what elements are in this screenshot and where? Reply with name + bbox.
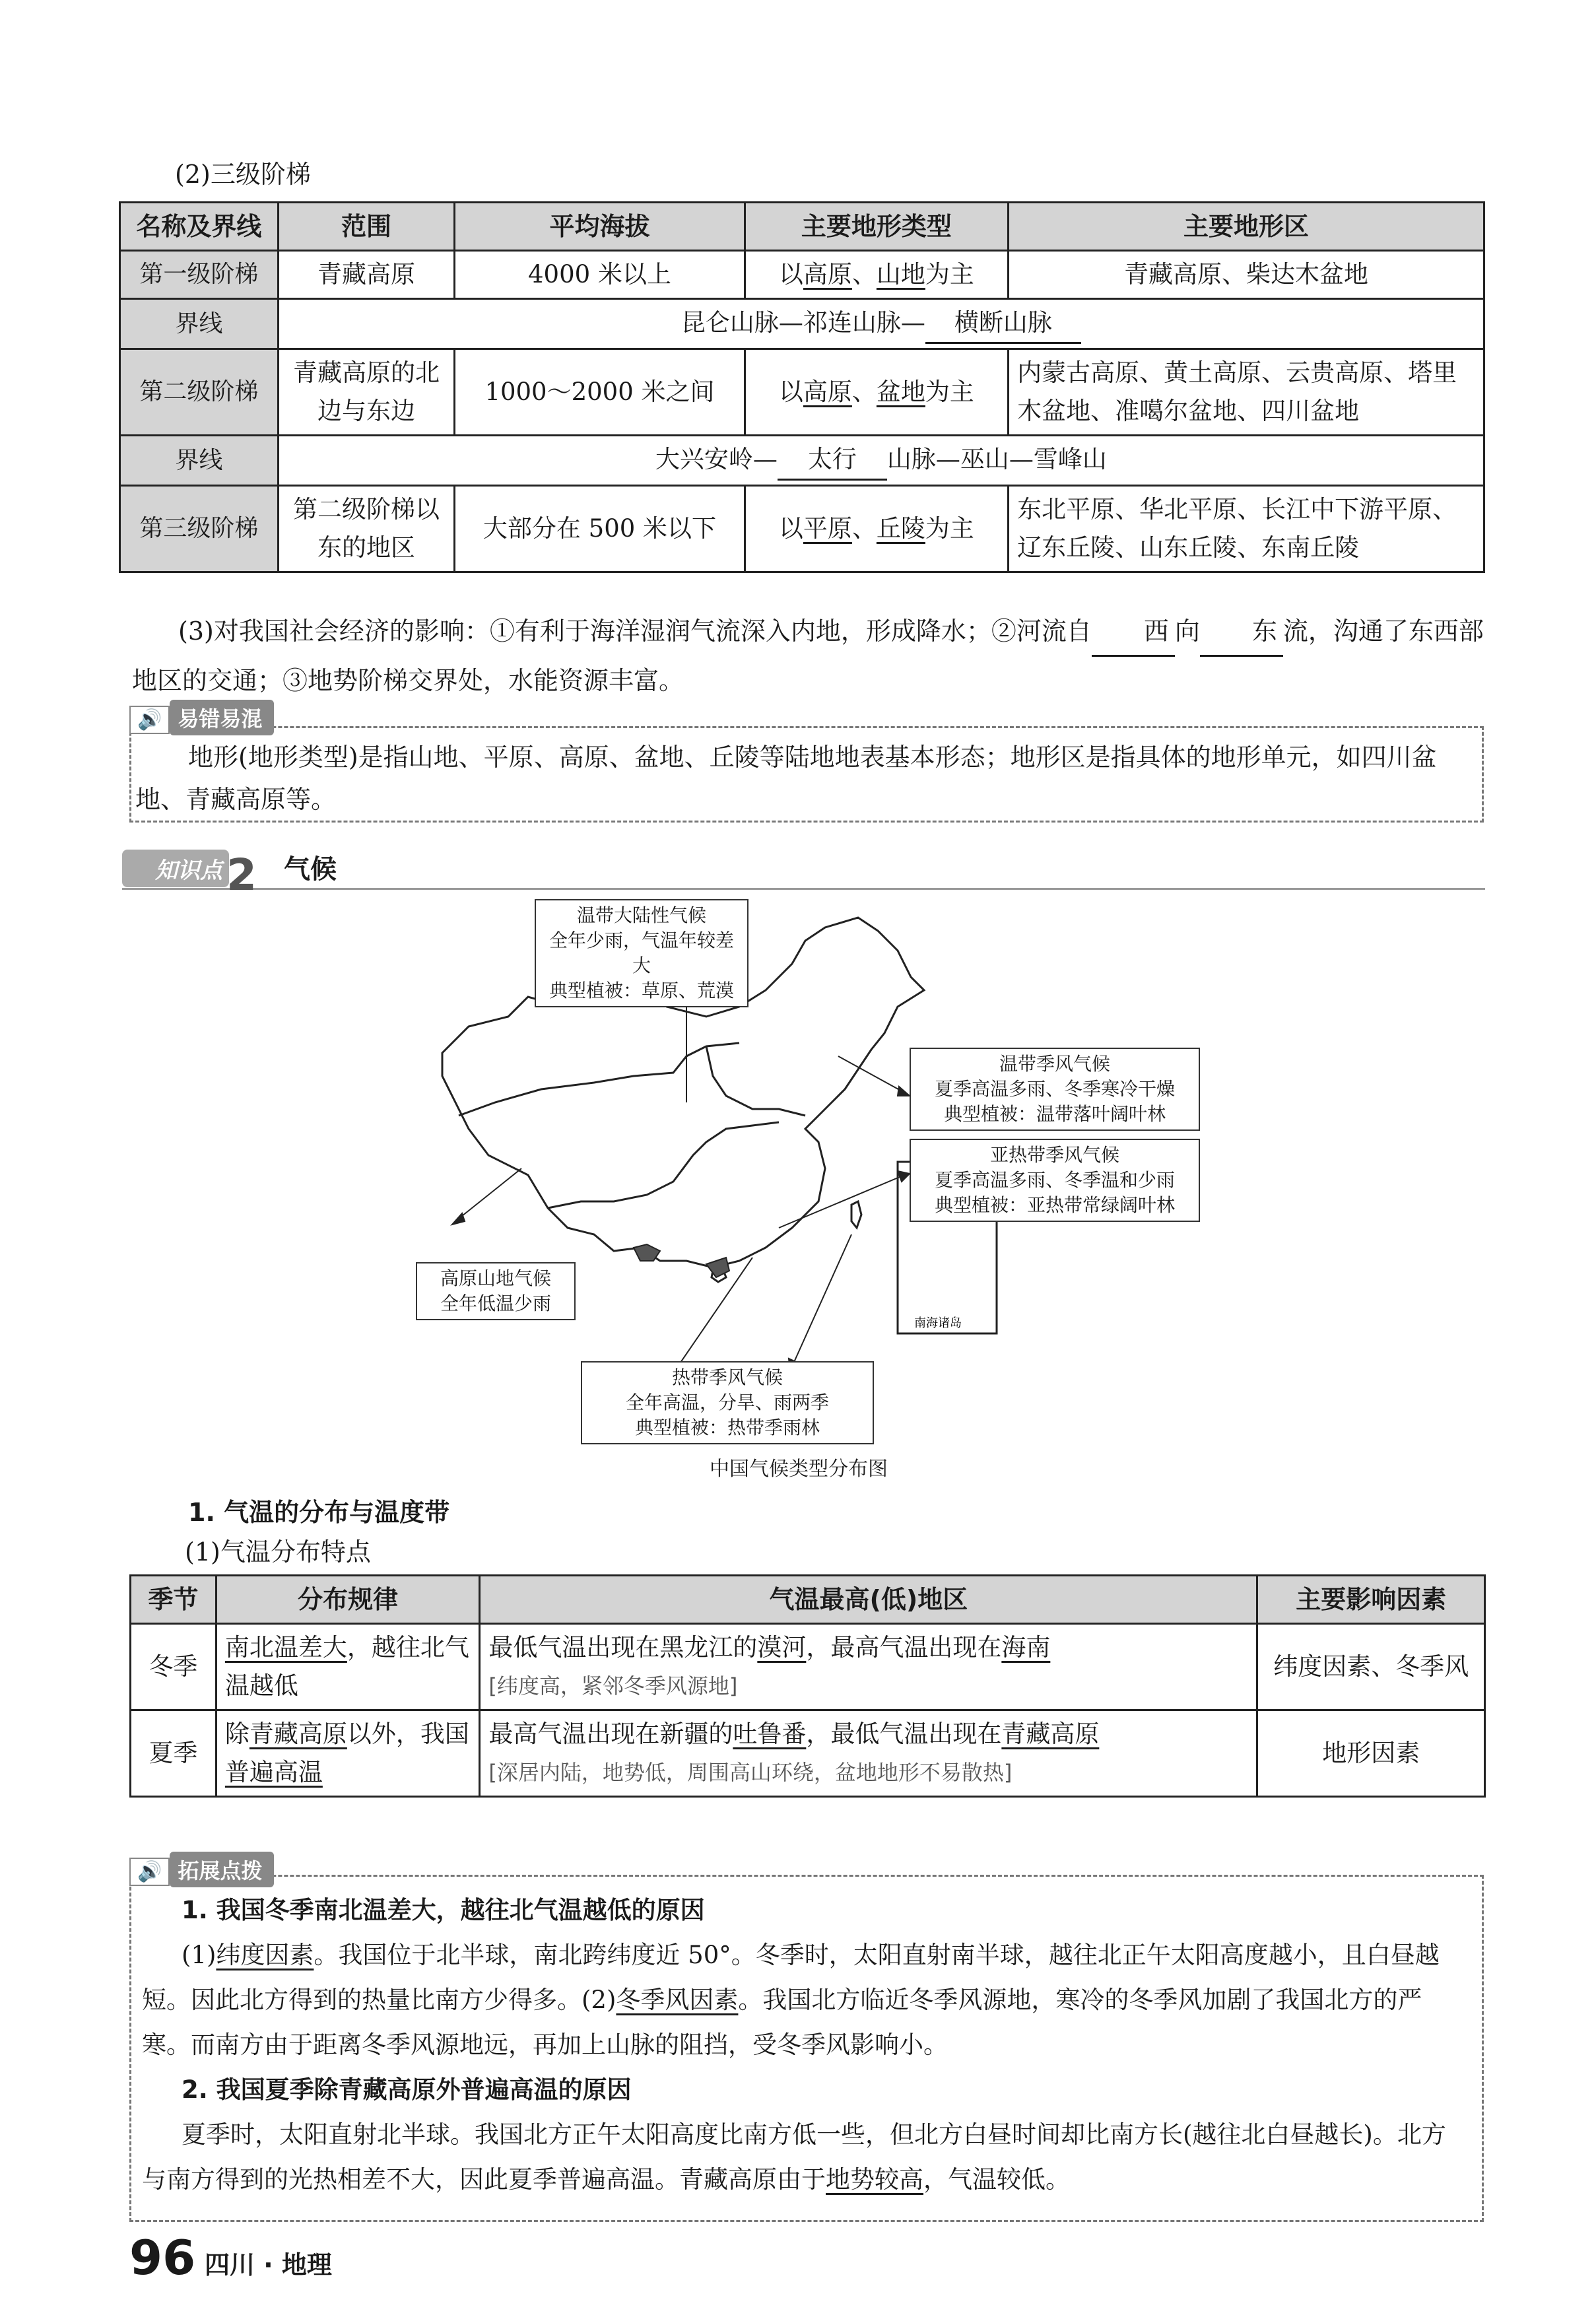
table-row (120, 349, 1484, 436)
table-row (131, 1710, 1485, 1797)
table-row (120, 436, 1484, 486)
table-row (131, 1624, 1485, 1710)
climate-box-tropical-monsoon: 热带季风气候 全年高温，分旱、雨两季 典型植被：热带季雨林 (581, 1361, 874, 1444)
handwritten-note: [纬度高，紧邻冬季风源地] (488, 1673, 738, 1699)
header-cell: 平均海拔 (455, 203, 745, 251)
handwritten-note: [深居内陆，地势低，周围高山环绕，盆地地形不易散热] (488, 1760, 1013, 1785)
header-cell: 主要影响因素 (1257, 1576, 1485, 1624)
header-cell: 范围 (278, 203, 455, 251)
row-label: 第一级阶梯 (120, 251, 279, 299)
region-boundary-nw (459, 1043, 739, 1116)
factor-cell: 纬度因素、冬季风 (1257, 1624, 1485, 1710)
landform-type-cell: 以平原、丘陵为主 (745, 486, 1008, 572)
region-boundary-plateau (548, 1122, 779, 1208)
arrow-temperate-monsoon (838, 1056, 904, 1093)
header-cell: 名称及界线 (120, 203, 279, 251)
boundary-cell: 昆仑山脉—祁连山脉— 横断山脉 (278, 299, 1484, 349)
season-cell: 冬季 (131, 1624, 216, 1710)
three-steps-table (119, 201, 1485, 573)
range-cell: 青藏高原的北边与东边 (278, 349, 455, 436)
arrow-tropical-2 (792, 1234, 851, 1366)
taiwan-outline (851, 1201, 861, 1228)
page-number: 96 (129, 2230, 196, 2285)
regions-cell: 内蒙古高原、黄土高原、云贵高原、塔里木盆地、准噶尔盆地、四川盆地 (1009, 349, 1484, 436)
confuse-tag: 🔊 易错易混 (129, 700, 274, 735)
season-cell: 夏季 (131, 1710, 216, 1797)
rule-cell: 除青藏高原以外，我国普遍高温 (216, 1710, 479, 1797)
knowledge-point-number: 2 (226, 850, 257, 900)
confuse-text: 地形(地形类型)是指山地、平原、高原、盆地、丘陵等陆地地表基本形态；地形区是指具体的地形单元，如四川盆地、青藏高原等。 (135, 743, 1437, 814)
altitude-cell: 大部分在 500 米以下 (455, 486, 745, 572)
header-cell: 季节 (131, 1576, 216, 1624)
table-row (120, 299, 1484, 349)
arrow-plateau (455, 1168, 521, 1221)
altitude-cell: 1000～2000 米之间 (455, 349, 745, 436)
landform-type-cell: 以高原、盆地为主 (745, 349, 1008, 436)
knowledge-point-title: 气候 (284, 854, 337, 885)
expand-question-2: 2. 我国夏季除青藏高原外普遍高温的原因 (182, 2075, 632, 2104)
regions-cell: 青藏高原、柴达木盆地 (1009, 251, 1484, 299)
climate-box-temperate-continental: 温带大陆性气候 全年少雨，气温年较差大 典型植被：草原、荒漠 (535, 899, 748, 1007)
region-boundary-monsoon (706, 1046, 805, 1116)
temperature-table (129, 1574, 1486, 1798)
header-cell: 主要地形区 (1009, 203, 1484, 251)
speaker-icon: 🔊 (129, 1858, 170, 1886)
area-cell: 最高气温出现在新疆的吐鲁番，最低气温出现在青藏高原 [深居内陆，地势低，周围高山环绕，盆地地形不易散热] (480, 1710, 1257, 1797)
boundary-cell: 大兴安岭— 太行 山脉—巫山—雪峰山 (278, 436, 1484, 486)
row-label: 界线 (120, 436, 279, 486)
climate-box-subtropical-monsoon: 亚热带季风气候 夏季高温多雨、冬季温和少雨 典型植被：亚热带常绿阔叶林 (910, 1139, 1200, 1222)
altitude-cell: 4000 米以上 (455, 251, 745, 299)
expand-content (142, 1888, 1469, 2202)
rule-cell: 南北温差大，越往北气温越低 (216, 1624, 479, 1710)
speaker-icon: 🔊 (129, 706, 170, 734)
footer-label: 四川 · 地理 (205, 2250, 332, 2279)
row-label: 界线 (120, 299, 279, 349)
expand-tag: 🔊 拓展点拨 (129, 1852, 274, 1887)
table-row (120, 486, 1484, 572)
range-cell: 第二级阶梯以东的地区 (278, 486, 455, 572)
section-heading-steps: (2)三级阶梯 (175, 160, 311, 189)
table-header-row (120, 203, 1484, 251)
climate-box-temperate-monsoon: 温带季风气候 夏季高温多雨、冬季寒冷干燥 典型植被：温带落叶阔叶林 (910, 1048, 1200, 1131)
header-cell: 主要地形类型 (745, 203, 1008, 251)
south-sea-label: 南海诸岛 (914, 1316, 962, 1330)
expand-paragraph-2: 夏季时，太阳直射北半球。我国北方正午太阳高度比南方低一些，但北方白昼时间却比南方长(越往北白昼越长)。北方与南方得到的光热相差不大，因此夏季普遍高温。青藏高原由于地势较高，气温较低。 (142, 2120, 1446, 2194)
header-cell: 气温最高(低)地区 (480, 1576, 1257, 1624)
expand-paragraph-1: (1)纬度因素。我国位于北半球，南北跨纬度近 50°。冬季时，太阳直射南半球，越往北正午太阳高度越小，且白昼越短。因此北方得到的热量比南方少得多。(2)冬季风因素。我国北方临近冬季风源地，寒冷的冬季风加剧了我国北方的严寒。而南方由于距离冬季风源地远，再加上山脉的阻挡，受冬季风影响小。 (142, 1941, 1440, 2059)
area-cell: 最低气温出现在黑龙江的漠河，最高气温出现在海南 [纬度高，紧邻冬季风源地] (480, 1624, 1257, 1710)
impact-paragraph: (3)对我国社会经济的影响：①有利于海洋湿润气流深入内地，形成降水；②河流自 西 向 东 流，沟通了东西部地区的交通；③地势阶梯交界处，水能资源丰富。 (132, 607, 1485, 704)
table-row (120, 251, 1484, 299)
table-header-row (131, 1576, 1485, 1624)
row-label: 第三级阶梯 (120, 486, 279, 572)
arrow-subtropical-monsoon (779, 1175, 904, 1228)
factor-cell: 地形因素 (1257, 1710, 1485, 1797)
landform-type-cell: 以高原、山地为主 (745, 251, 1008, 299)
map-caption: 中国气候类型分布图 (710, 1458, 888, 1481)
knowledge-point-bar (122, 848, 1485, 900)
range-cell: 青藏高原 (278, 251, 455, 299)
climate-box-plateau: 高原山地气候 全年低温少雨 (416, 1262, 576, 1320)
temp-subheading: (1)气温分布特点 (185, 1537, 371, 1566)
regions-cell: 东北平原、华北平原、长江中下游平原、辽东丘陵、山东丘陵、东南丘陵 (1009, 486, 1484, 572)
temp-heading: 1. 气温的分布与温度带 (188, 1498, 450, 1527)
expand-question-1: 1. 我国冬季南北温差大，越往北气温越低的原因 (182, 1896, 705, 1924)
row-label: 第二级阶梯 (120, 349, 279, 436)
knowledge-point-label: 知识点 (122, 850, 229, 887)
header-cell: 分布规律 (216, 1576, 479, 1624)
